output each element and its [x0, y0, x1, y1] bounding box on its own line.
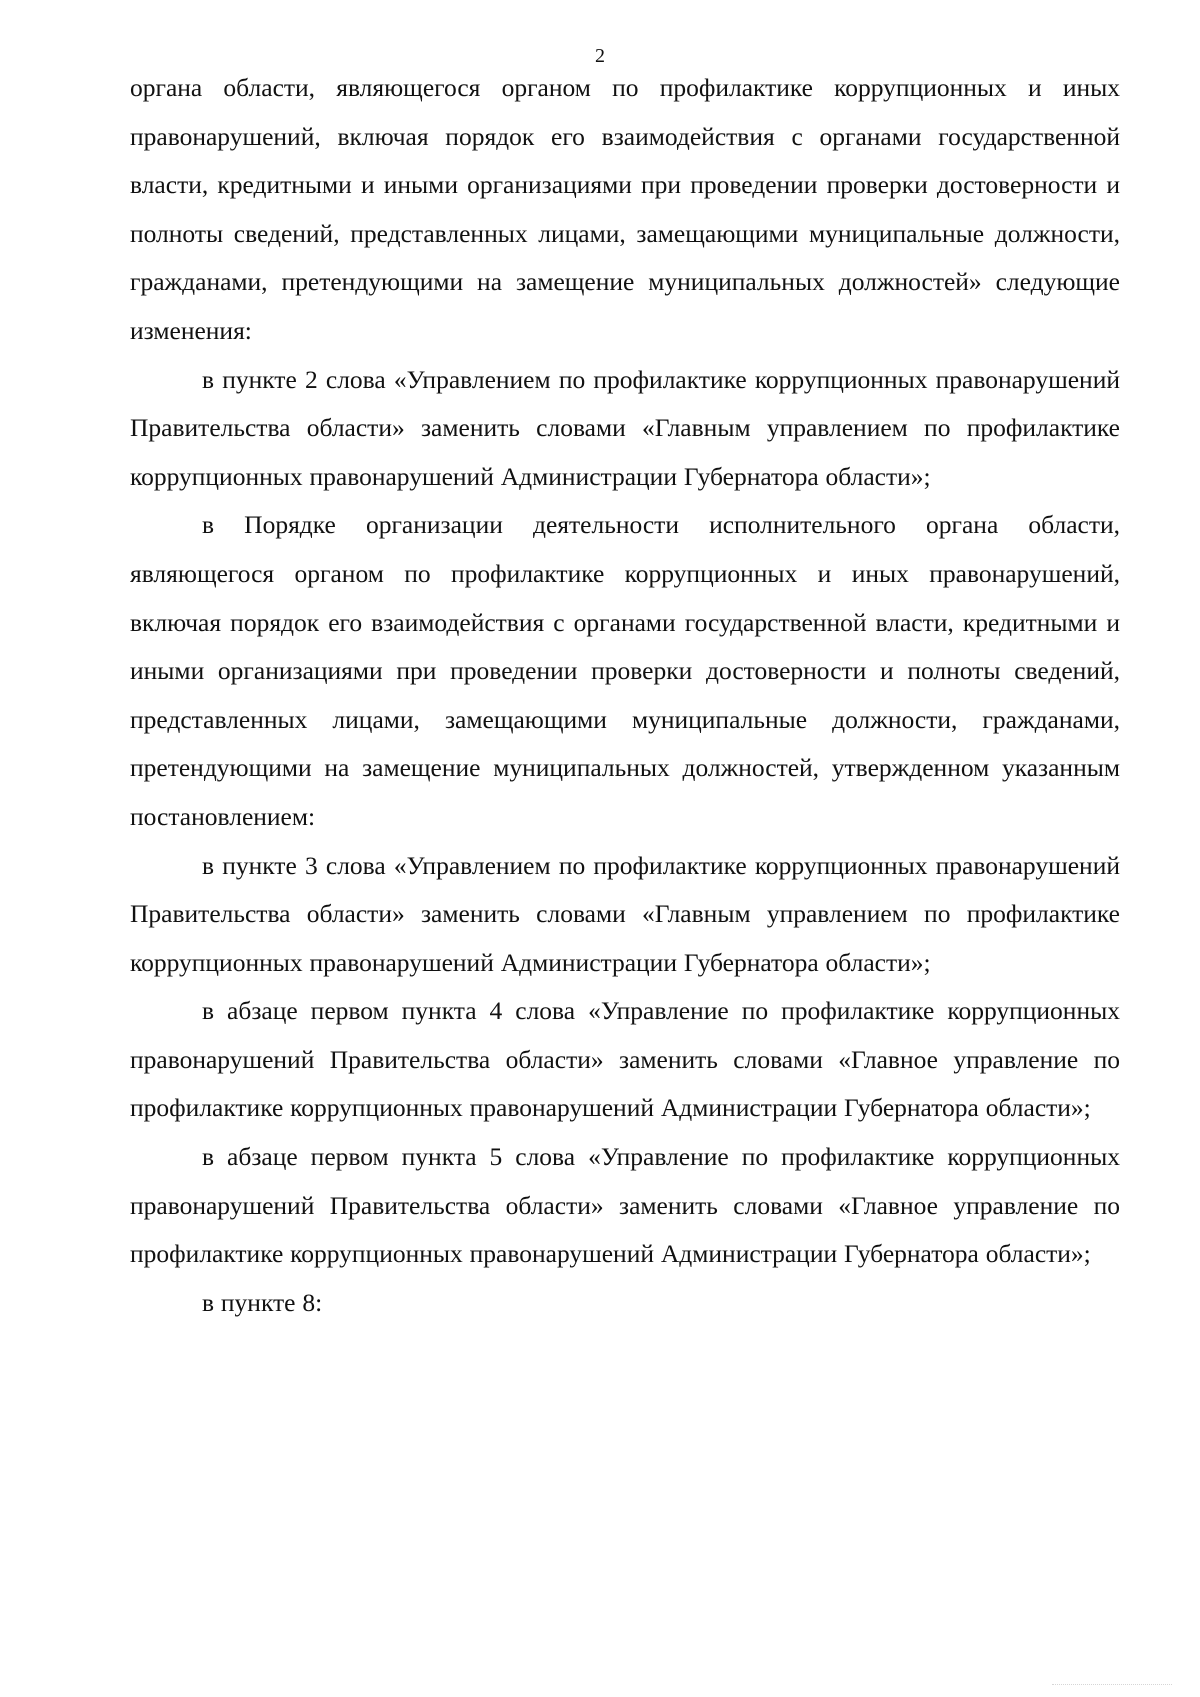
scan-artifact	[1052, 1684, 1172, 1693]
paragraph-procedure: в Порядке организации деятельности исполнительного органа области, являющегося органом по профилактике коррупционных и иных правонарушений, включая порядок его взаимодействия с органами государственной власти, кредитными и иными организациями при проведении проверки достоверности и полноты сведений, представленных лицами, замещающими муниципальные должности, гражданами, претендующими на замещение муниципальных должностей, утвержденном указанным постановлением:	[130, 510, 1120, 831]
paragraph-item-4: в абзаце первом пункта 4 слова «Управление по профилактике коррупционных правонарушений Правительства области» заменить словами «Главное управление по профилактике коррупционных правонарушений Администрации Губернатора области»;	[130, 996, 1120, 1123]
document-body	[130, 64, 1120, 1327]
paragraph-item-2: в пункте 2 слова «Управлением по профилактике коррупционных правонарушений Правительства области» заменить словами «Главным управлением по профилактике коррупционных правонарушений Администрации Губернатора области»;	[130, 364, 1120, 491]
paragraph-item-3: в пункте 3 слова «Управлением по профилактике коррупционных правонарушений Правительства области» заменить словами «Главным управлением по профилактике коррупционных правонарушений Администрации Губернатора области»;	[130, 850, 1120, 977]
paragraph-item-5: в абзаце первом пункта 5 слова «Управление по профилактике коррупционных правонарушений Правительства области» заменить словами «Главное управление по профилактике коррупционных правонарушений Администрации Губернатора области»;	[130, 1142, 1120, 1269]
paragraph-continuation: органа области, являющегося органом по профилактике коррупционных и иных правонарушений, включая порядок его взаимодействия с органами государственной власти, кредитными и иными организациями при проведении проверки достоверности и полноты сведений, представленных лицами, замещающими муниципальные должности, гражданами, претендующими на замещение муниципальных должностей» следующие изменения:	[130, 73, 1120, 345]
paragraph-item-8: в пункте 8:	[202, 1287, 323, 1317]
page-number: 2	[595, 45, 605, 67]
